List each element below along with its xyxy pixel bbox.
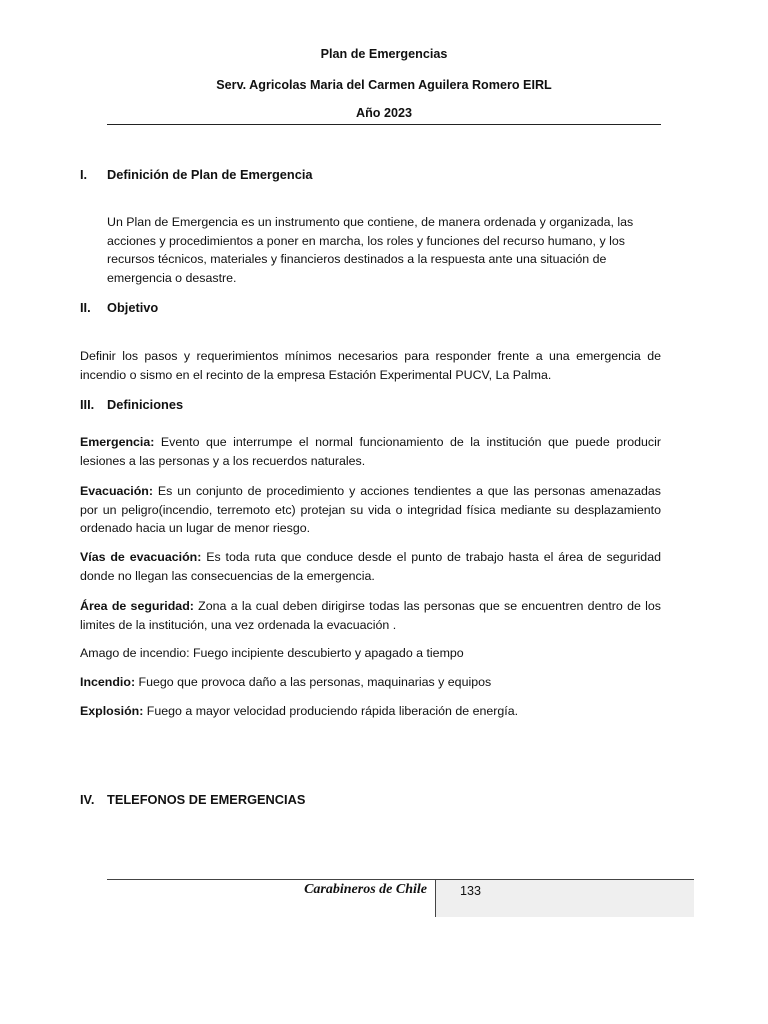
phone-entry-name: Carabineros de Chile xyxy=(304,882,427,897)
section-4-heading xyxy=(80,792,305,807)
section-3-heading xyxy=(80,397,183,412)
document-title: Plan de Emergencias xyxy=(320,47,448,61)
definition-term: Explosión: xyxy=(80,704,144,718)
definition-evacuacion xyxy=(80,482,661,538)
section-1-heading xyxy=(80,167,313,182)
section-4-number: IV. xyxy=(80,792,95,807)
definition-text: Es toda ruta que conduce desde el punto de trabajo hasta el área de seguridad donde no llegan las consecuencias de la emergencia. xyxy=(80,550,661,583)
header-divider xyxy=(107,124,661,125)
phone-entry-number: 133 xyxy=(436,880,694,917)
definition-incendio xyxy=(80,673,661,692)
definition-area-seguridad xyxy=(80,597,661,634)
section-4-title: TELEFONOS DE EMERGENCIAS xyxy=(107,792,306,807)
definition-vias-evacuacion xyxy=(80,548,661,585)
section-2-title: Objetivo xyxy=(107,300,159,315)
definition-text: Evento que interrumpe el normal funcionamiento de la institución que puede producir lesiones a las personas y a los recuerdos naturales. xyxy=(80,435,661,468)
definition-text: Fuego que provoca daño a las personas, maquinarias y equipos xyxy=(135,675,492,689)
definition-text: Fuego a mayor velocidad produciendo rápida liberación de energía. xyxy=(143,704,519,718)
definition-term: Área de seguridad: xyxy=(80,599,194,613)
definition-amago-incendio xyxy=(80,644,661,663)
definition-emergencia xyxy=(80,433,661,470)
definition-term: Incendio: xyxy=(80,675,136,689)
section-1-title: Definición de Plan de Emergencia xyxy=(107,167,313,182)
section-1-number: I. xyxy=(80,167,88,182)
definition-explosion xyxy=(80,702,661,721)
definition-text: Es un conjunto de procedimiento y acciones tendientes a que las personas amenazadas por un peligro(incendio, terremoto etc) protejan su vida o integridad física mediante su desplazamiento ordenado hacia un lugar de menor riesgo. xyxy=(80,484,661,536)
emergency-phone-table xyxy=(107,879,694,917)
section-3-title: Definiciones xyxy=(107,397,184,412)
definition-term: Vías de evacuación: xyxy=(80,550,202,564)
definition-text: Zona a la cual deben dirigirse todas las personas que se encuentren dentro de los limites de la institución, una vez ordenada la evacuación . xyxy=(80,599,661,632)
section-3-number: III. xyxy=(80,397,95,412)
section-1-body: Un Plan de Emergencia es un instrumento que contiene, de manera ordenada y organizada, las acciones y procedimientos a poner en marcha, los roles y funciones del recurso humano, y los recursos técnicos, materiales y financieros destinados a la respuesta ante una situación de emergencia o desastre. xyxy=(107,215,634,285)
document-year: Año 2023 xyxy=(356,106,412,120)
company-name: Serv. Agricolas Maria del Carmen Aguilera Romero EIRL xyxy=(216,78,552,92)
definition-text: Amago de incendio: Fuego incipiente descubierto y apagado a tiempo xyxy=(80,646,464,660)
section-2-body: Definir los pasos y requerimientos mínimos necesarios para responder frente a una emergencia de incendio o sismo en el recinto de la empresa Estación Experimental PUCV, La Palma. xyxy=(80,349,661,382)
definition-term: Emergencia: xyxy=(80,435,155,449)
section-2-heading xyxy=(80,300,158,315)
definition-term: Evacuación: xyxy=(80,484,153,498)
section-2-number: II. xyxy=(80,300,91,315)
